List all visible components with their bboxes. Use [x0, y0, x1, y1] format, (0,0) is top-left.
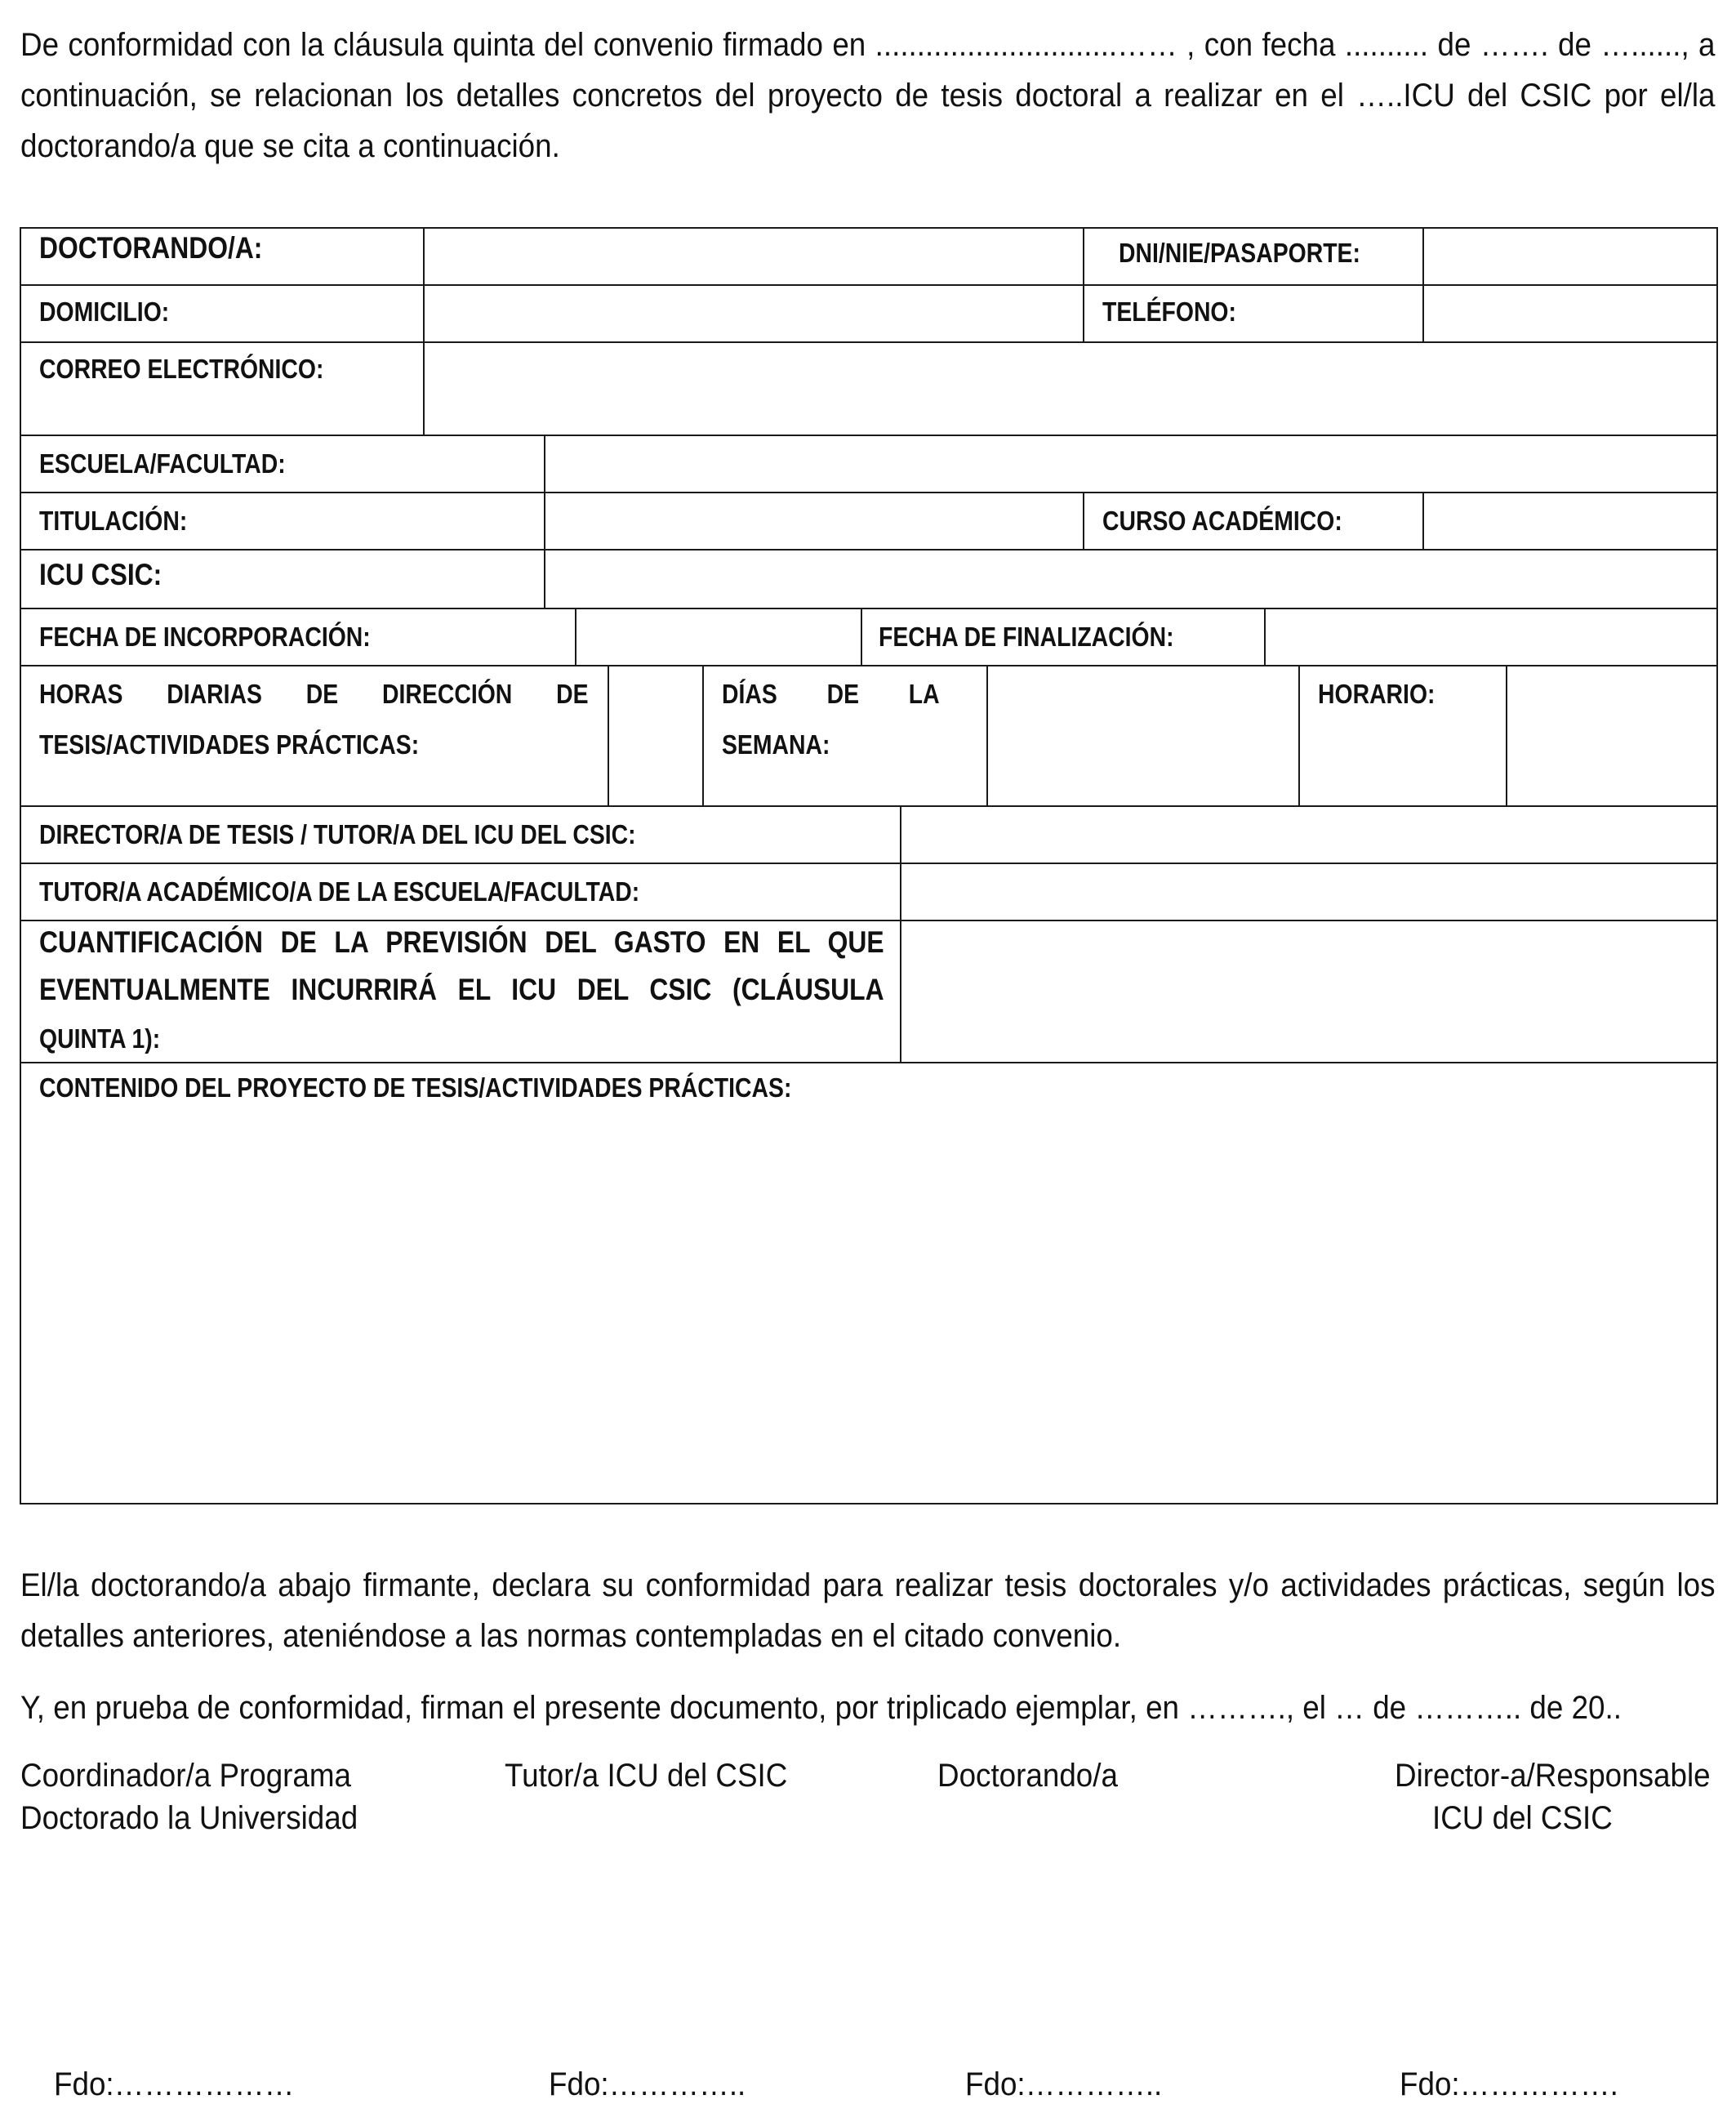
telefono-field[interactable] [1424, 286, 1716, 341]
curso-academico-field[interactable] [1424, 493, 1716, 549]
contenido-proyecto-field[interactable] [21, 1111, 1716, 1503]
dni-field[interactable] [1424, 229, 1716, 284]
doctorando-field[interactable] [425, 229, 1083, 284]
director-tesis-field[interactable] [901, 807, 1716, 863]
label-dias-line1: DÍAS DE LA [722, 679, 940, 709]
label-fecha-finalizacion: FECHA DE FINALIZACIÓN: [879, 622, 1174, 652]
label-horario: HORARIO: [1318, 679, 1436, 709]
cell-border [1298, 665, 1300, 805]
cell-border [1083, 492, 1084, 549]
domicilio-field[interactable] [425, 286, 1083, 341]
escuela-field[interactable] [545, 436, 1716, 492]
label-fecha-incorporacion: FECHA DE INCORPORACIÓN: [39, 622, 371, 652]
fdo-tutor[interactable]: Fdo:………….. [549, 2066, 746, 2102]
label-titulacion: TITULACIÓN: [39, 506, 188, 536]
label-contenido-proyecto: CONTENIDO DEL PROYECTO DE TESIS/ACTIVIDADES PRÁCTICAS: [39, 1072, 792, 1103]
label-dias-line2: SEMANA: [722, 729, 830, 760]
tutor-academico-field[interactable] [901, 864, 1716, 920]
correo-field[interactable] [425, 343, 1716, 435]
horas-field[interactable] [609, 666, 702, 805]
icu-csic-field[interactable] [545, 551, 1716, 608]
signatory-tutor: Tutor/a ICU del CSIC [505, 1758, 788, 1794]
label-escuela: ESCUELA/FACULTAD: [39, 448, 286, 479]
label-dni: DNI/NIE/PASAPORTE: [1119, 238, 1360, 268]
label-horas-line2: TESIS/ACTIVIDADES PRÁCTICAS: [39, 729, 420, 760]
intro-paragraph: De conformidad con la cláusula quinta del convenio firmado en .............................…… , con fecha .......... de ……. de …......, a continuación, se relacionan los detalles concretos del proyecto de tesis doctoral a realizar en el …..ICU del CSIC por el/la doctorando/a que se cita a continuación. [20, 27, 1716, 164]
signatory-director-line1: Director-a/Responsable [1395, 1758, 1711, 1794]
row-border [20, 1503, 1718, 1504]
cell-border [861, 608, 862, 665]
label-icu-csic: ICU CSIC: [39, 558, 162, 591]
label-curso-academico: CURSO ACADÉMICO: [1102, 506, 1342, 536]
horario-field[interactable] [1507, 666, 1716, 805]
signatory-coordinador-line1: Coordinador/a Programa [20, 1758, 352, 1794]
row-border [20, 1062, 1718, 1063]
fdo-director[interactable]: Fdo:……………. [1400, 2066, 1618, 2102]
cuantificacion-field[interactable] [901, 921, 1716, 1062]
label-correo: CORREO ELECTRÓNICO: [39, 354, 324, 384]
label-cuantificacion-line1: CUANTIFICACIÓN DE LA PREVISIÓN DEL GASTO EN EL QUE [39, 925, 884, 959]
dias-semana-field[interactable] [988, 666, 1298, 805]
fdo-doctorando[interactable]: Fdo:………….. [965, 2066, 1163, 2102]
label-telefono: TELÉFONO: [1102, 296, 1236, 327]
proof-paragraph: Y, en prueba de conformidad, firman el presente documento, por triplicado ejemplar, en ………., el … de ……….. de 20.. [20, 1690, 1622, 1726]
fdo-coordinador[interactable]: Fdo:……………… [54, 2066, 295, 2102]
label-doctorando: DOCTORANDO/A: [39, 231, 263, 265]
cell-border [702, 665, 704, 805]
label-domicilio: DOMICILIO: [39, 296, 170, 327]
titulacion-field[interactable] [545, 493, 1083, 549]
label-director-tesis: DIRECTOR/A DE TESIS / TUTOR/A DEL ICU DEL CSIC: [39, 819, 636, 849]
fecha-finalizacion-field[interactable] [1266, 609, 1716, 665]
signatory-doctorando: Doctorando/a [937, 1758, 1118, 1794]
signatory-coordinador-line2: Doctorado la Universidad [20, 1800, 358, 1836]
fecha-incorporacion-field[interactable] [576, 609, 861, 665]
signatory-director-line2: ICU del CSIC [1432, 1800, 1613, 1836]
label-cuantificacion-line3: QUINTA 1): [39, 1023, 161, 1054]
table-border [1716, 227, 1718, 1504]
label-horas-line1: HORAS DIARIAS DE DIRECCIÓN DE [39, 679, 589, 709]
label-tutor-academico: TUTOR/A ACADÉMICO/A DE LA ESCUELA/FACULTAD: [39, 876, 640, 907]
cell-border [1083, 227, 1084, 341]
declaration-paragraph: El/la doctorando/a abajo firmante, declara su conformidad para realizar tesis doctorales y/o actividades prácticas, según los detalles anteriores, ateniéndose a las normas contempladas en el citado convenio. [20, 1567, 1716, 1654]
label-cuantificacion-line2: EVENTUALMENTE INCURRIRÁ EL ICU DEL CSIC (CLÁUSULA [39, 973, 884, 1006]
row-border [20, 665, 1718, 666]
